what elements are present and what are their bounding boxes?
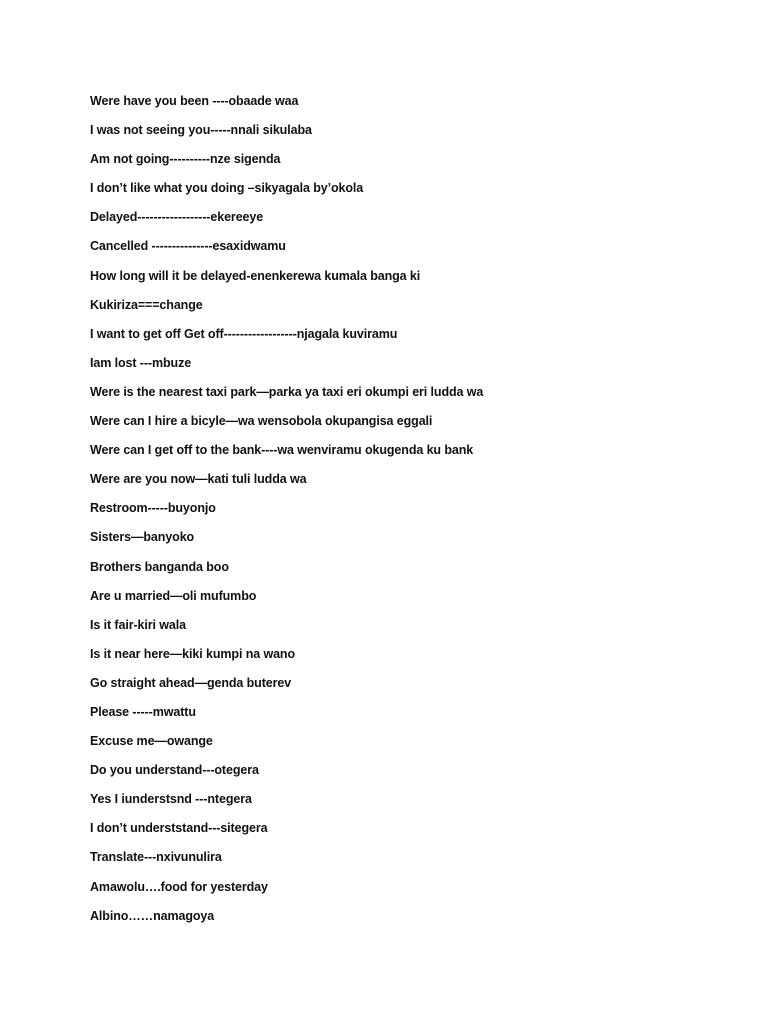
phrase-line: Yes I iunderstsnd ---ntegera bbox=[90, 792, 252, 807]
phrase-line: Translate---nxivunulira bbox=[90, 850, 222, 865]
phrase-line: Cancelled ---------------esaxidwamu bbox=[90, 239, 286, 254]
phrase-line: Brothers banganda boo bbox=[90, 559, 229, 574]
phrase-line: Were can I get off to the bank----wa wenviramu okugenda ku bank bbox=[90, 443, 474, 458]
phrase-line: Go straight ahead—genda buterev bbox=[90, 675, 292, 690]
phrase-line: Were can I hire a bicyle—wa wensobola okupangisa eggali bbox=[90, 414, 433, 429]
phrase-line: Please -----mwattu bbox=[90, 704, 196, 719]
phrase-line: Were are you now—kati tuli ludda wa bbox=[90, 472, 307, 487]
phrase-line: Am not going----------nze sigenda bbox=[90, 152, 281, 167]
phrase-line: Delayed------------------ekereeye bbox=[90, 210, 264, 225]
phrase-line: Are u married—oli mufumbo bbox=[90, 588, 257, 603]
phrase-line: Excuse me—owange bbox=[90, 734, 213, 749]
phrase-line: Iam lost ---mbuze bbox=[90, 355, 192, 370]
phrase-line: Amawolu….food for yesterday bbox=[90, 879, 268, 894]
phrase-list bbox=[90, 93, 710, 937]
phrase-line: I don’t like what you doing –sikyagala by’okola bbox=[90, 181, 364, 196]
phrase-line: Kukiriza===change bbox=[90, 297, 203, 312]
phrase-line: Albino……namagoya bbox=[90, 908, 215, 923]
phrase-line: I was not seeing you-----nnali sikulaba bbox=[90, 123, 312, 138]
phrase-line: Were have you been ----obaade waa bbox=[90, 94, 299, 108]
phrase-line: I don’t underststand---sitegera bbox=[90, 821, 268, 836]
phrase-line: Restroom-----buyonjo bbox=[90, 501, 216, 516]
phrase-line: Do you understand---otegera bbox=[90, 763, 259, 778]
phrase-line: Were is the nearest taxi park—parka ya taxi eri okumpi eri ludda wa bbox=[90, 384, 484, 399]
phrase-line: Is it near here—kiki kumpi na wano bbox=[90, 646, 295, 661]
phrase-line: Sisters—banyoko bbox=[90, 530, 195, 545]
phrase-line: I want to get off Get off------------------njagala kuviramu bbox=[90, 326, 398, 341]
phrase-line: How long will it be delayed-enenkerewa kumala banga ki bbox=[90, 268, 421, 283]
phrase-line: Is it fair-kiri wala bbox=[90, 617, 186, 632]
